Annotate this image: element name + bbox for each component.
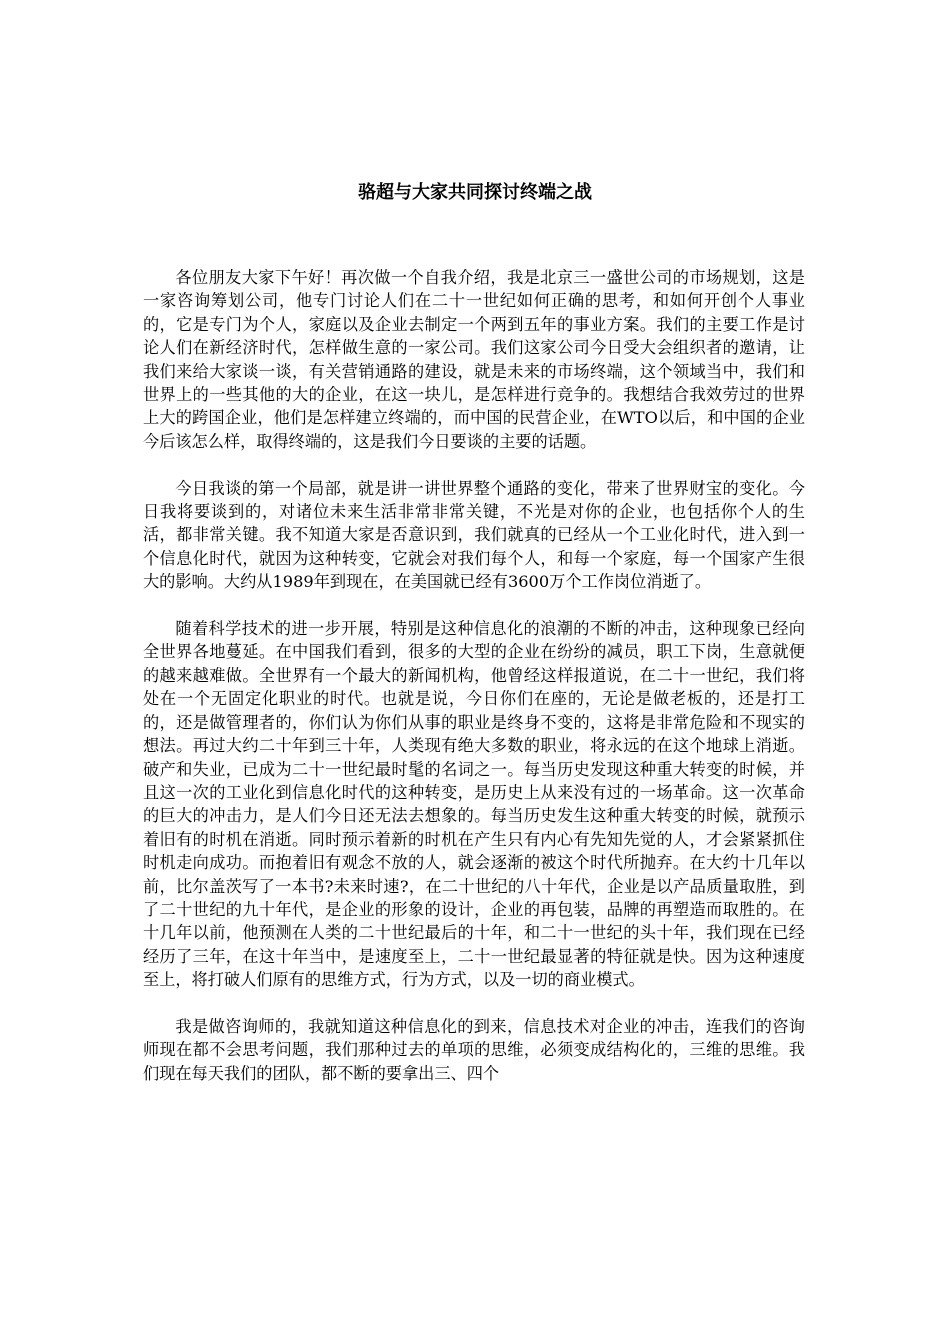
paragraph-consultant: 我是做咨询师的，我就知道这种信息化的到来，信息技术对企业的冲击，连我们的咨询师现在都不会思考问题，我们那种过去的单项的思维，必须变成结构化的，三维的思维。我们现在每天我们的团队，都不断的要拿出三、四个 bbox=[143, 1016, 805, 1083]
paragraph-intro: 各位朋友大家下午好！再次做一个自我介绍，我是北京三一盛世公司的市场规划，这是一家咨询筹划公司，他专门讨论人们在二十一世纪如何正确的思考，和如何开创个人事业的，它是专门为个人，家庭以及企业去制定一个两到五年的事业方案。我们的主要工作是讨论人们在新经济时代，怎样做生意的一家公司。我们这家公司今日受大会组织者的邀请，让我们来给大家谈一谈，有关营销通路的建设，就是未来的市场终端，这个领域当中，我们和世界上的一些其他的大的企业，在这一块儿，是怎样进行竞争的。我想结合我效劳过的世界上大的跨国企业，他们是怎样建立终端的，而中国的民营企业，在WTO以后，和中国的企业今后该怎么样，取得终端的，这是我们今日要谈的主要的话题。 bbox=[143, 268, 805, 451]
document-title: 骆超与大家共同探讨终端之战 bbox=[358, 182, 592, 203]
paragraph-channel-change: 今日我谈的第一个局部，就是讲一讲世界整个通路的变化，带来了世界财宝的变化。今日我将要谈到的，对诸位未来生活非常非常关键，不光是对你的企业，也包括你个人的生活，都非常关键。我不知道大家是否意识到，我们就真的已经从一个工业化时代，进入到一个信息化时代，就因为这种转变，它就会对我们每个人，和每一个家庭，每一个国家产生很大的影响。大约从1989年到现在，在美国就已经有3600万个工作岗位消逝了。 bbox=[143, 478, 805, 592]
paragraph-information-age: 随着科学技术的进一步开展，特别是这种信息化的浪潮的不断的冲击，这种现象已经向全世界各地蔓延。在中国我们看到，很多的大型的企业在纷纷的减员，职工下岗，生意就便的越来越难做。全世界有一个最大的新闻机构，他曾经这样报道说，在二十一世纪，我们将处在一个无固定化职业的时代。也就是说，今日你们在座的，无论是做老板的，还是打工的，还是做管理者的，你们认为你们从事的职业是终身不变的，这将是非常危险和不现实的想法。再过大约二十年到三十年，人类现有绝大多数的职业，将永远的在这个地球上消逝。破产和失业，已成为二十一世纪最时髦的名词之一。每当历史发现这种重大转变的时候，并且这一次的工业化到信息化时代的这种转变，是历史上从来没有过的一场革命。这一次革命的巨大的冲击力，是人们今日还无法去想象的。每当历史发生这种重大转变的时候，就预示着旧有的时机在消逝。同时预示着新的时机在产生只有内心有先知先觉的人，才会紧紧抓住时机走向成功。而抱着旧有观念不放的人，就会逐渐的被这个时代所抛弃。在大约十几年以前，比尔盖茨写了一本书?未来时速?，在二十世纪的八十年代，企业是以产品质量取胜，到了二十世纪的九十年代，是企业的形象的设计，企业的再包装，品牌的再塑造而取胜的。在十几年以前，他预测在人类的二十世纪最后的十年，和二十一世纪的头十年，我们现在已经经历了三年，在这十年当中，是速度至上，二十一世纪最显著的特征就是快。因为这种速度至上，将打破人们原有的思维方式，行为方式，以及一切的商业模式。 bbox=[143, 619, 805, 990]
document-body bbox=[143, 266, 805, 1109]
